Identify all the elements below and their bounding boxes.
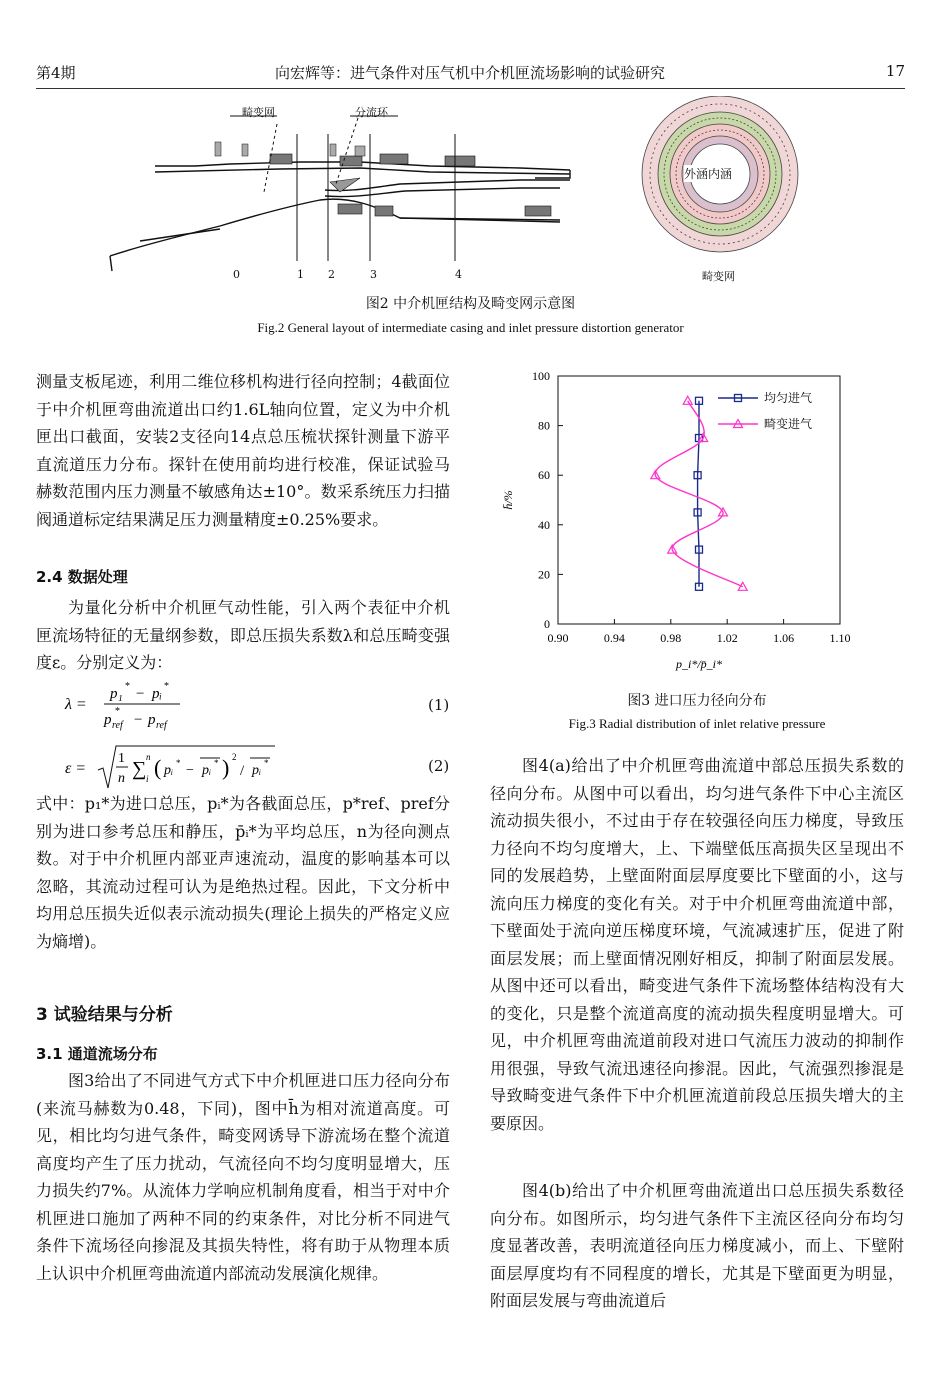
svg-text:pᵢ: pᵢ	[252, 763, 262, 778]
svg-text:2: 2	[232, 752, 237, 762]
svg-text:pᵢ: pᵢ	[202, 763, 212, 778]
svg-text:−: −	[134, 712, 143, 728]
hatched-parts	[270, 154, 551, 216]
equation-1-number: (1)	[428, 696, 450, 714]
x-tick-label: 1.06	[773, 631, 795, 645]
svg-text:1: 1	[118, 751, 125, 766]
svg-text:*: *	[264, 758, 269, 768]
svg-text:p: p	[104, 712, 112, 728]
svg-text:pᵢ: pᵢ	[164, 763, 174, 778]
left-paragraph-1: 测量支板尾迹，利用二维位移机构进行径向控制；4截面位于中介机匣弯曲流道出口约1.6L轴向位置，定义为中介机匣出口截面，安装2支径向14点总压梳状探针测量下游平直流道压力分布。探针在使用前均进行校准，保证试验马赫数范围内压力测量不敏感角达±10°。数采系统压力扫描阀通道标定结果满足压力测量精度±0.25%要求。	[36, 372, 450, 529]
section-2-4-heading: 2.4 数据处理	[36, 568, 128, 586]
left-paragraph-3: 式中：p₁*为进口总压，pᵢ*为各截面总压，p*ref、pref分别为进口参考总压和静压，p̄ᵢ*为平均总压，n为径向测点数。对于中介机匣内部亚声速流动，温度的影响基本可以忽略，其流动过程可认为是绝热过程。因此，下文分析中均用总压损失近似表示流动损失(理论上损失的严格定义应为熵增)。	[36, 794, 450, 951]
svg-text:λ =: λ =	[65, 696, 87, 713]
svg-text:ε =: ε =	[65, 760, 87, 777]
svg-text:*: *	[115, 706, 120, 717]
svg-text:−: −	[136, 686, 145, 702]
svg-text:p: p	[148, 712, 156, 728]
station-3: 3	[370, 268, 377, 281]
svg-text:*: *	[176, 758, 181, 768]
station-1: 1	[297, 268, 304, 281]
right-paragraph-2: 图4(b)给出了中介机匣弯曲流道出口总压损失系数径向分布。如图所示，均匀进气条件下主流区径向分布均匀度显著改善，表明流道径向压力梯度减小，而上、下壁附面层厚度均有不同程度的增长，尤其是下壁面更为明显，附面层发展与弯曲流道后	[490, 1181, 904, 1310]
x-tick-label: 0.98	[660, 631, 682, 645]
header-rule	[36, 88, 905, 89]
svg-text:∑: ∑	[132, 758, 147, 780]
equation-2-number: (2)	[428, 757, 450, 775]
series-line-1	[698, 401, 699, 587]
issue-number: 第4期	[36, 64, 76, 82]
station-2: 2	[328, 268, 335, 281]
x-axis-label: p_i*/p̄_i*	[675, 657, 723, 671]
label-bypass-core: 外涵内涵	[684, 167, 733, 181]
y-tick-label: 20	[538, 567, 550, 582]
fig2-caption-en: Fig.2 General layout of intermediate casing and inlet pressure distortion generator	[257, 320, 684, 335]
data-point-triangle	[683, 396, 692, 404]
running-title: 向宏辉等：进气条件对压气机中介机匣流场影响的试验研究	[274, 64, 665, 82]
x-tick-label: 1.10	[829, 631, 851, 645]
fig3-chart	[492, 362, 902, 684]
legend-label-2: 畸变进气	[764, 417, 813, 431]
svg-text:−: −	[186, 763, 194, 778]
ring-caption: 畸变网	[702, 270, 735, 283]
x-tick-label: 0.94	[603, 631, 625, 645]
svg-text:pᵢ: pᵢ	[152, 686, 162, 702]
section-3-1-heading: 3.1 通道流场分布	[36, 1045, 158, 1063]
y-tick-label: 40	[538, 517, 550, 532]
svg-text:n: n	[146, 752, 151, 762]
left-paragraph-2: 为量化分析中介机匣气动性能，引入两个表征中介机匣流场特征的无量纲参数，即总压损失系数λ和总压畸变强度ε。分别定义为：	[36, 598, 450, 672]
svg-text:/: /	[240, 763, 245, 779]
svg-text:*: *	[164, 681, 169, 692]
page-number: 17	[885, 62, 905, 80]
equation-2	[60, 740, 290, 796]
station-0: 0	[233, 268, 240, 281]
label-splitter: 分流环	[355, 106, 388, 119]
y-axis-label: h̄/%	[501, 490, 515, 510]
label-distortion-screen: 畸变网	[242, 106, 275, 119]
svg-text:ref: ref	[112, 720, 123, 731]
right-paragraph-1: 图4(a)给出了中介机匣弯曲流道中部总压损失系数的径向分布。从图中可以看出，均匀进气条件下中心主流区流动损失很小，不过由于存在较强径向压力梯度，导致压力径向不均匀度增大，上、下端壁低压高损失区呈现出不同的发展趋势，上壁面附面层厚度要比下壁面的小，这与流向压力梯度的变化有关。对于中介机匣弯曲流道中部，下壁面处于流向逆压梯度环境，气流减速扩压，促进了附面层发展；而上壁面情况刚好相反，抑制了附面层发展。从图中还可以看出，畸变进气条件下流场整体结构没有大的变化，只是整个流道高度的流动损失程度明显增大。可见，中介机匣弯曲流道前段对进口气流压力波动的抑制作用很强，导致气流迅速径向掺混。因此，气流强烈掺混是导致畸变进气条件下中介机匣流道前段总压损失增大的主要原因。	[490, 756, 904, 1133]
y-tick-label: 100	[532, 369, 550, 383]
fig2-drawing	[100, 96, 900, 292]
svg-text:n: n	[118, 771, 125, 786]
y-tick-label: 80	[538, 418, 550, 433]
fig2-caption-cn: 图2 中介机匣结构及畸变网示意图	[365, 296, 576, 312]
left-paragraph-4: 图3给出了不同进气方式下中介机匣进口压力径向分布(来流马赫数为0.48，下同)，图中h̄为相对流道高度。可见，相比均匀进气条件，畸变网诱导下游流场在整个流道高度均产生了压力扰动，气流径向不均匀度明显增大，压力损失约7%。从流体力学响应机制角度看，相当于对中介机匣进口施加了两种不同的约束条件，对比分析不同进气条件下流场径向掺混及其损失特性，将有助于从物理本质上认识中介机匣弯曲流道内部流动发展演化规律。	[36, 1071, 450, 1283]
svg-text:ref: ref	[156, 720, 167, 731]
svg-text:(: (	[154, 755, 162, 780]
svg-text:): )	[222, 755, 230, 780]
equation-1	[60, 676, 210, 736]
fig3-caption-cn: 图3 进口压力径向分布	[627, 693, 767, 709]
legend-label-1: 均匀进气	[764, 391, 813, 405]
svg-text:i: i	[146, 774, 149, 784]
y-tick-label: 0	[544, 617, 550, 631]
svg-text:*: *	[214, 758, 219, 768]
svg-text:*: *	[125, 681, 130, 692]
svg-text:p₁: p₁	[110, 686, 123, 702]
x-tick-label: 0.90	[547, 631, 569, 645]
station-4: 4	[455, 268, 462, 281]
section-3-heading: 3 试验结果与分析	[36, 1005, 173, 1025]
y-tick-label: 60	[538, 468, 550, 483]
casing-outline	[110, 162, 570, 271]
fig3-caption-en: Fig.3 Radial distribution of inlet relative pressure	[568, 716, 826, 731]
x-tick-label: 1.02	[716, 631, 738, 645]
